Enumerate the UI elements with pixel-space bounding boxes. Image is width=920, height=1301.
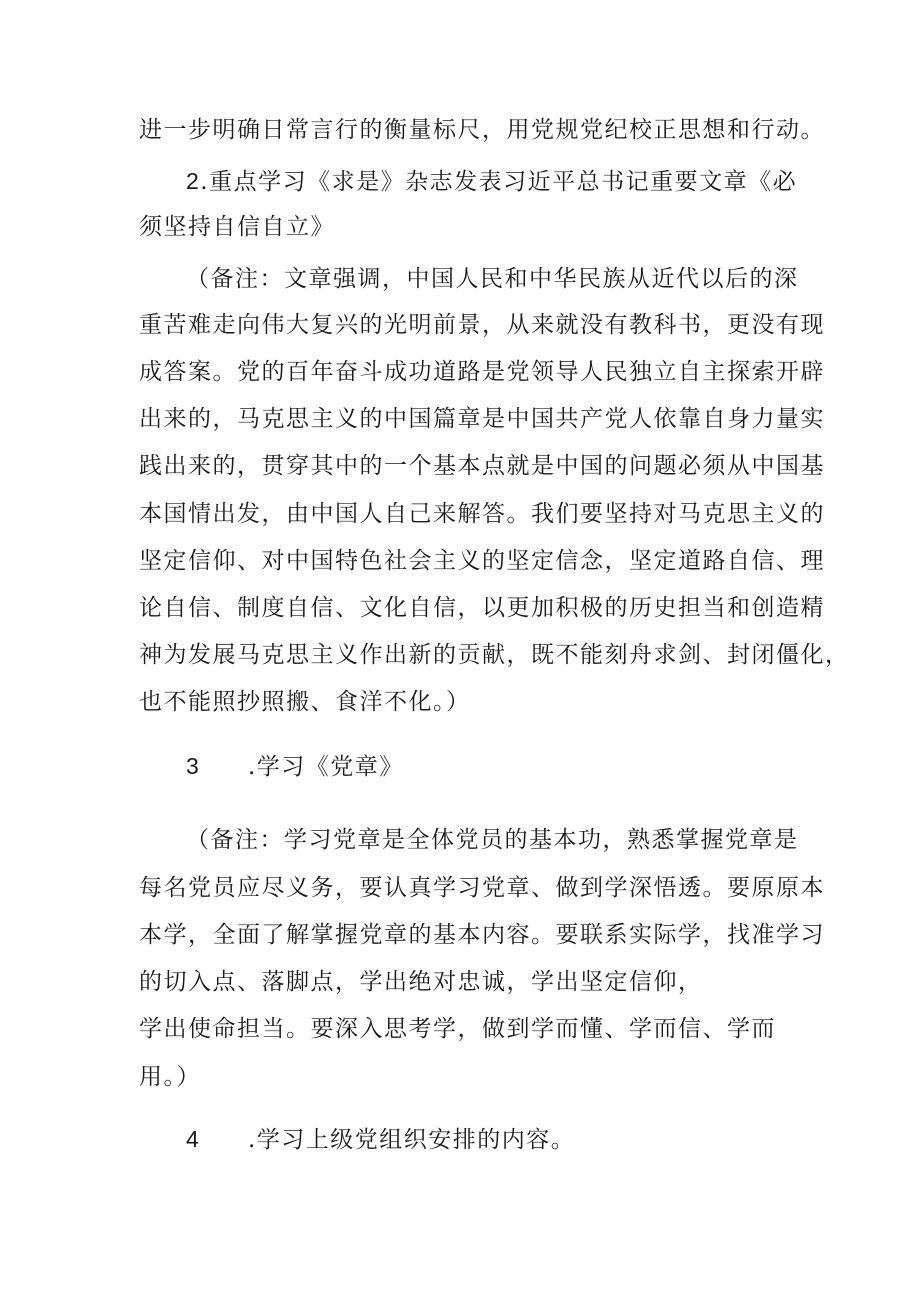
list-number: 3: [186, 753, 201, 779]
paragraph-line: 进一步明确日常言行的衡量标尺，用党规党纪校正思想和行动。: [139, 117, 825, 143]
list-item-text: .学习《党章》: [248, 754, 404, 780]
note-line: （备注：文章强调，中国人民和中华民族从近代以后的深: [186, 266, 799, 292]
note-line: 每名党员应尽义务，要认真学习党章、做到学深悟透。要原原本: [139, 875, 825, 901]
note-line: （备注：学习党章是全体党员的基本功，熟悉掌握党章是: [186, 827, 799, 853]
note-line: 用。）: [139, 1064, 201, 1090]
note-line: 的切入点、落脚点，学出绝对忠诚，学出坚定信仰，: [139, 969, 703, 995]
list-item-text: .重点学习《求是》杂志发表习近平总书记重要文章《必: [200, 169, 798, 195]
list-item-text: .学习上级党组织安排的内容。: [248, 1127, 576, 1153]
note-line: 本国情出发，由中国人自己来解答。我们要坚持对马克思主义的: [139, 501, 825, 527]
note-line: 本学，全面了解掌握党章的基本内容。要联系实际学，找准学习: [139, 922, 825, 948]
note-line: 坚定信仰、对中国特色社会主义的坚定信念，坚定道路自信、理: [139, 548, 825, 574]
note-line: 践出来的，贯穿其中的一个基本点就是中国的问题必须从中国基: [139, 453, 825, 479]
note-line: 学出使命担当。要深入思考学，做到学而懂、学而信、学而: [139, 1016, 776, 1042]
note-line: 出来的，马克思主义的中国篇章是中国共产党人依靠自身力量实: [139, 406, 825, 432]
note-line: 论自信、制度自信、文化自信，以更加积极的历史担当和创造精: [139, 595, 825, 621]
note-line: 也不能照抄照搬、食洋不化。）: [139, 689, 471, 715]
note-line: 神为发展马克思主义作出新的贡献，既不能刻舟求剑、封闭僵化，: [139, 642, 850, 668]
note-line: 成答案。党的百年奋斗成功道路是党领导人民独立自主探索开辟: [139, 359, 825, 385]
list-item-3: [186, 751, 404, 782]
note-line: 重苦难走向伟大复兴的光明前景，从来就没有教科书，更没有现: [139, 312, 825, 338]
list-item-2-line-2: 须坚持自信自立》: [139, 214, 335, 240]
list-number: 2: [186, 168, 201, 194]
list-number: 4: [186, 1126, 201, 1152]
list-item-4: [186, 1124, 575, 1155]
list-item-2-line-1: [186, 166, 797, 197]
